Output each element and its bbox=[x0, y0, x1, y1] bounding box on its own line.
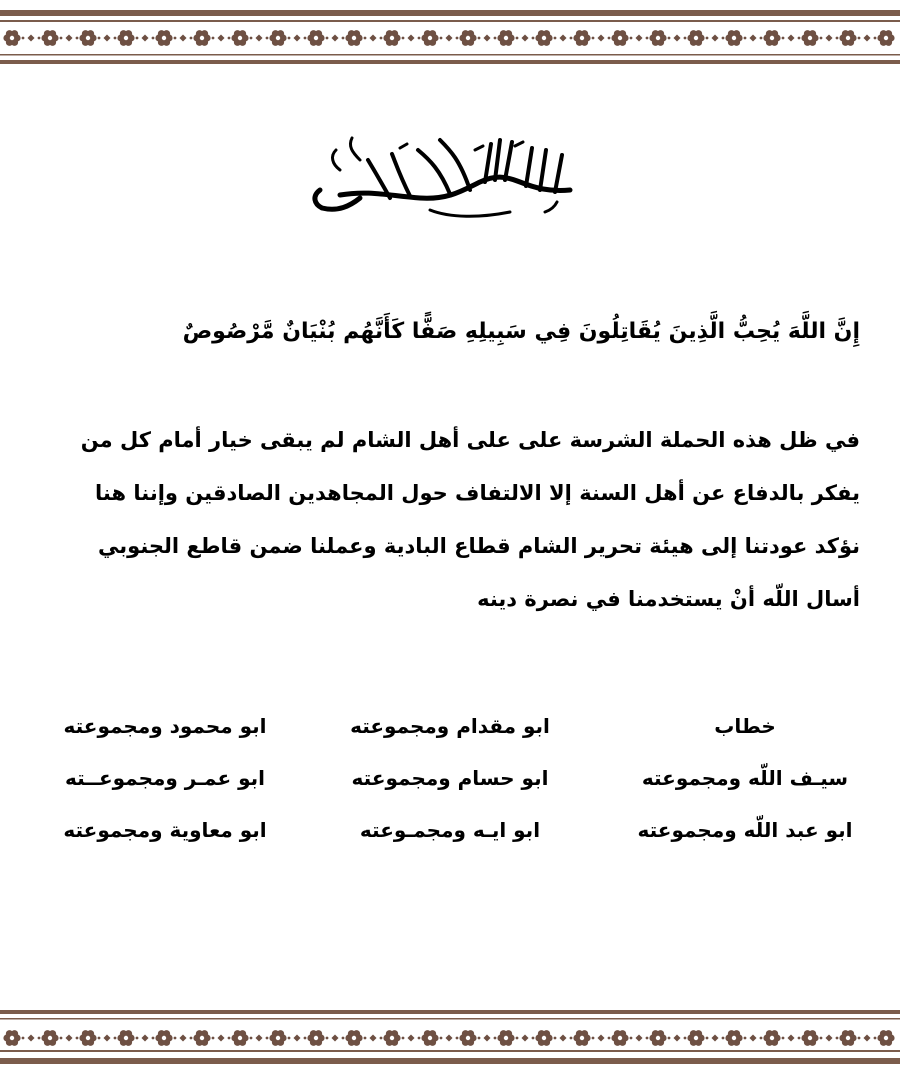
diamond-dot-icon bbox=[782, 34, 801, 41]
diamond-dot-icon bbox=[478, 1034, 497, 1041]
diamond-dot-icon bbox=[402, 1034, 421, 1041]
diamond-dot-icon bbox=[60, 34, 79, 41]
diamond-dot-icon bbox=[212, 1034, 231, 1041]
diamond-dot-icon bbox=[706, 34, 725, 41]
flower-icon bbox=[459, 30, 476, 46]
flower-icon bbox=[497, 1030, 514, 1046]
diamond-dot-icon bbox=[288, 1034, 307, 1041]
flower-icon bbox=[649, 1030, 666, 1046]
diamond-dot-icon bbox=[592, 1034, 611, 1041]
statement-line: يفكر بالدفاع عن أهل السنة إلا الالتفاف حول المجاهدين الصادقين وإننا هنا bbox=[95, 481, 860, 505]
basmala-calligraphy bbox=[300, 120, 590, 230]
diamond-dot-icon bbox=[250, 1034, 269, 1041]
flower-icon bbox=[383, 30, 400, 46]
signature-name: ابو عمـر ومجموعــته bbox=[65, 766, 265, 790]
flower-icon bbox=[421, 30, 438, 46]
diamond-dot-icon bbox=[364, 34, 383, 41]
diamond-dot-icon bbox=[820, 1034, 839, 1041]
flower-icon bbox=[269, 30, 286, 46]
diamond-dot-icon bbox=[630, 1034, 649, 1041]
flower-icon bbox=[41, 30, 58, 46]
flower-icon bbox=[497, 30, 514, 46]
flower-diamond-pattern-icon bbox=[0, 6, 900, 70]
flower-icon bbox=[725, 1030, 742, 1046]
diamond-dot-icon bbox=[478, 34, 497, 41]
diamond-dot-icon bbox=[630, 34, 649, 41]
flower-icon bbox=[877, 30, 894, 46]
diamond-dot-icon bbox=[250, 34, 269, 41]
bottom-border bbox=[0, 1006, 900, 1070]
diamond-dot-icon bbox=[554, 34, 573, 41]
flower-icon bbox=[839, 1030, 856, 1046]
top-border bbox=[0, 6, 900, 70]
flower-icon bbox=[231, 30, 248, 46]
flower-icon bbox=[193, 30, 210, 46]
flower-icon bbox=[79, 1030, 96, 1046]
signature-name: ابو حسام ومجموعته bbox=[351, 766, 549, 790]
flower-icon bbox=[687, 30, 704, 46]
diamond-dot-icon bbox=[744, 34, 763, 41]
flower-icon bbox=[573, 1030, 590, 1046]
flower-icon bbox=[573, 30, 590, 46]
flower-icon bbox=[763, 1030, 780, 1046]
diamond-dot-icon bbox=[516, 1034, 535, 1041]
flower-icon bbox=[535, 30, 552, 46]
diamond-dot-icon bbox=[858, 1034, 877, 1041]
signature-name: ابو معاوية ومجموعته bbox=[63, 818, 267, 842]
diamond-dot-icon bbox=[212, 34, 231, 41]
signature-column-left bbox=[30, 700, 300, 856]
flower-icon bbox=[3, 30, 20, 46]
diamond-dot-icon bbox=[668, 34, 687, 41]
diamond-dot-icon bbox=[744, 1034, 763, 1041]
signature-name: سيـف اللّه ومجموعته bbox=[641, 766, 849, 790]
basmala-calligraphy-icon bbox=[300, 120, 590, 230]
statement-body bbox=[30, 414, 860, 626]
flower-icon bbox=[79, 30, 96, 46]
flower-icon bbox=[269, 1030, 286, 1046]
flower-icon bbox=[459, 1030, 476, 1046]
statement-line: في ظل هذه الحملة الشرسة على على أهل الشام لم يبقى خيار أمام كل من bbox=[80, 428, 860, 452]
flower-icon bbox=[231, 1030, 248, 1046]
diamond-dot-icon bbox=[782, 1034, 801, 1041]
diamond-dot-icon bbox=[554, 1034, 573, 1041]
diamond-dot-icon bbox=[668, 1034, 687, 1041]
flower-icon bbox=[535, 1030, 552, 1046]
diamond-dot-icon bbox=[706, 1034, 725, 1041]
statement-line: نؤكد عودتنا إلى هيئة تحرير الشام قطاع البادية وعملنا ضمن قاطع الجنوبي bbox=[98, 534, 860, 558]
flower-icon bbox=[725, 30, 742, 46]
flower-icon bbox=[839, 30, 856, 46]
diamond-dot-icon bbox=[592, 34, 611, 41]
diamond-dot-icon bbox=[98, 1034, 117, 1041]
flower-icon bbox=[345, 1030, 362, 1046]
flower-icon bbox=[801, 30, 818, 46]
diamond-dot-icon bbox=[22, 34, 41, 41]
diamond-dot-icon bbox=[174, 1034, 193, 1041]
flower-icon bbox=[155, 30, 172, 46]
flower-icon bbox=[117, 1030, 134, 1046]
diamond-dot-icon bbox=[136, 34, 155, 41]
diamond-dot-icon bbox=[516, 34, 535, 41]
flower-icon bbox=[687, 1030, 704, 1046]
diamond-dot-icon bbox=[136, 1034, 155, 1041]
flower-diamond-pattern-icon bbox=[0, 1006, 900, 1070]
flower-icon bbox=[763, 30, 780, 46]
signature-column-right bbox=[620, 700, 870, 856]
diamond-dot-icon bbox=[98, 34, 117, 41]
flower-icon bbox=[307, 30, 324, 46]
flower-icon bbox=[155, 1030, 172, 1046]
signature-column-middle bbox=[310, 700, 590, 856]
diamond-dot-icon bbox=[402, 34, 421, 41]
flower-icon bbox=[649, 30, 666, 46]
diamond-dot-icon bbox=[326, 34, 345, 41]
flower-icon bbox=[3, 1030, 20, 1046]
signature-name: ابو محمود ومجموعته bbox=[63, 714, 267, 738]
diamond-dot-icon bbox=[174, 34, 193, 41]
signatures bbox=[30, 700, 870, 850]
flower-icon bbox=[801, 1030, 818, 1046]
signature-name: ابو ايـه ومجمـوعته bbox=[359, 818, 541, 842]
flower-icon bbox=[41, 1030, 58, 1046]
diamond-dot-icon bbox=[60, 1034, 79, 1041]
flower-icon bbox=[307, 1030, 324, 1046]
diamond-dot-icon bbox=[440, 34, 459, 41]
flower-icon bbox=[611, 1030, 628, 1046]
flower-icon bbox=[193, 1030, 210, 1046]
flower-icon bbox=[611, 30, 628, 46]
diamond-dot-icon bbox=[326, 1034, 345, 1041]
quran-verse: إِنَّ اللَّهَ يُحِبُّ الَّذِينَ يُقَاتِلُونَ فِي سَبِيلِهِ صَفًّا كَأَنَّهُم بُنْيَانٌ مَّرْصُوصٌ bbox=[182, 319, 860, 344]
flower-icon bbox=[345, 30, 362, 46]
signature-name: خطاب bbox=[714, 714, 776, 738]
statement-line: أسال اللّه أنْ يستخدمنا في نصرة دينه bbox=[477, 587, 860, 611]
flower-icon bbox=[383, 1030, 400, 1046]
flower-icon bbox=[421, 1030, 438, 1046]
diamond-dot-icon bbox=[858, 34, 877, 41]
diamond-dot-icon bbox=[440, 1034, 459, 1041]
flower-icon bbox=[117, 30, 134, 46]
diamond-dot-icon bbox=[22, 1034, 41, 1041]
diamond-dot-icon bbox=[820, 34, 839, 41]
signature-name: ابو عبد اللّه ومجموعته bbox=[637, 818, 853, 842]
signature-name: ابو مقدام ومجموعته bbox=[350, 714, 550, 738]
diamond-dot-icon bbox=[364, 1034, 383, 1041]
flower-icon bbox=[877, 1030, 894, 1046]
diamond-dot-icon bbox=[288, 34, 307, 41]
